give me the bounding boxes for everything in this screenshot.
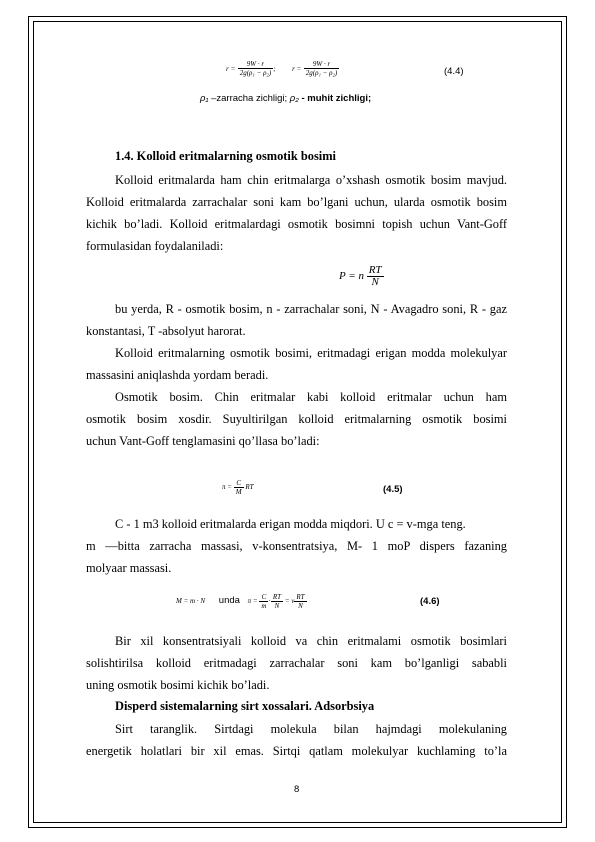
paragraph-4-line-3: uchun Vant-Goff tenglamasini qo’llasa bo’ladi: (86, 434, 320, 448)
subheading-adsorbsiya: Disperd sistemalarning sirt xossalari. Adsorbsiya (115, 699, 375, 713)
formula-vant-hoff: P = n $\frac{RT}{N}$ (339, 264, 382, 288)
formula-4-6-fraction-rt: $\frac{RT}{N}$ (272, 593, 281, 610)
paragraph-6-line-1: Bir xil konsentratsiyali kolloid va chin eritmalami osmotik bosimlari (115, 634, 507, 648)
formula-4-5: π = $\frac{C}{M}$ RT (222, 479, 254, 496)
paragraph-3-line-2: massasini aniqlashda yordam beradi. (86, 368, 269, 382)
paragraph-5-line-1: C - 1 m3 kolloid eritmalarda erigan modda miqdori. U c = v-mga teng. (115, 517, 466, 531)
paragraph-7-line-2: energetik holatlari bir xil emas. Sirtqi qatlam molekulyar kuchlaming to’la (86, 744, 507, 758)
formula-4-4-number: (4.4) (444, 66, 464, 77)
paragraph-2-line-1: bu yerda, R - osmotik bosim, n - zarrachalar soni, N - Avagadro soni, R - gaz (115, 302, 507, 316)
formula-4-6-number: (4.6) (420, 596, 440, 607)
paragraph-5-line-3: molyaar massasi. (86, 561, 172, 575)
paragraph-6-line-3: uning osmotik bosimi kichik bo’ladi. (86, 678, 270, 692)
paragraph-4-line-1: Osmotik bosim. Chin eritmalar kabi kolloid eritmalar uchun ham (115, 390, 507, 404)
paragraph-5-line-2: m —bitta zarracha massasi, v-konsentratsiya, M- 1 moP dispers fazaning (86, 539, 507, 553)
formula-4-4-right-fraction: $\frac{9W \cdot r}{\text{2g(ρ₁ − ρ₂)}}$ (305, 60, 338, 77)
formula-4-4-left-fraction: $\frac{9W \cdot r}{\text{2g(ρ₁ − ρ₂)}}$ (239, 60, 272, 77)
vant-hoff-fraction: $\frac{RT}{N}$ (368, 264, 382, 288)
paragraph-4-line-2: osmotik bosim xosdir. Suyultirilgan kolloid eritmalarning osmotik bosimi (86, 412, 507, 426)
paragraph-2-line-2: konstantasi, T -absolyut harorat. (86, 324, 246, 338)
formula-4-5-fraction: $\frac{C}{M}$ (235, 479, 242, 496)
density-caption: ρ₁ –zarracha zichligi; ρ₂ - muhit zichligi; (200, 93, 372, 104)
formula-4-4: r = $\frac{9W \cdot r}{\text{2g(ρ₁ − ρ₂)}}$ ; r = $\frac{9W \cdot r}{\text{2g(ρ₁ − ρ₂)}}$ (226, 60, 338, 77)
page-number: 8 (294, 784, 300, 795)
formula-4-5-number: (4.5) (383, 484, 403, 495)
formula-4-6-fraction-c: $\frac{C}{m}$ (261, 593, 267, 610)
paragraph-1-line-4: formulasidan foydalaniladi: (86, 239, 224, 253)
paragraph-3-line-1: Kolloid eritmalarning osmotik bosimi, eritmadagi erigan modda molekulyar (115, 346, 507, 360)
formula-4-6: M = m · N unda π = $\frac{C}{m}$ · $\frac{RT}{N}$ = ν $\frac{RT}{N}$ (176, 593, 305, 610)
paragraph-7-line-1: Sirt taranglik. Sirtdagi molekula bilan hajmdagi molekulaning (115, 722, 507, 736)
paragraph-1-line-3: kichik bo’ladi. Kolloid eritmalardagi osmotik bosimni topish uchun Vant-Goff (86, 217, 507, 231)
formula-4-6-fraction-rt-2: $\frac{RT}{N}$ (296, 593, 305, 610)
paragraph-1-line-1: Kolloid eritmalarda ham chin eritmalarga o’xshash osmotik bosim mavjud. (115, 173, 507, 187)
paragraph-6-line-2: solishtirilsa kolloid eritmadagi zarrachalar soni kam bo’lganligi sababli (86, 656, 507, 670)
paragraph-1-line-2: Kolloid eritmalarda zarrachalar soni kam bo’lgani uchun, ularda osmotik bosim (86, 195, 507, 209)
section-heading: 1.4. Kolloid eritmalarning osmotik bosimi (115, 149, 336, 163)
